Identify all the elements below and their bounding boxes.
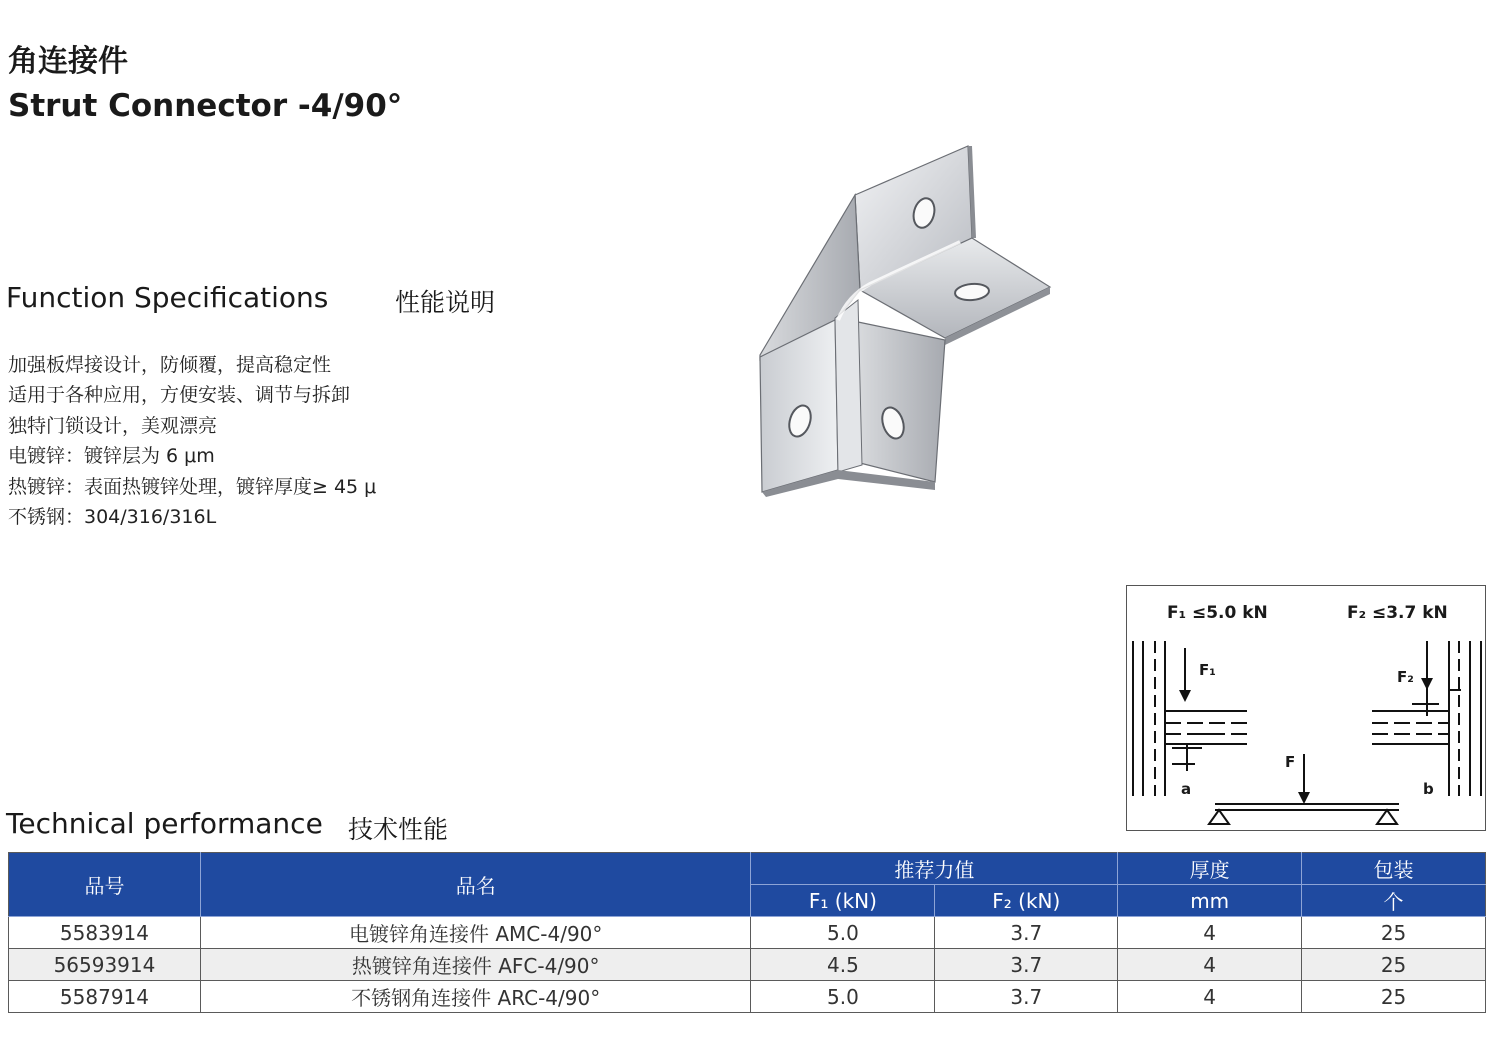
cell-f1: 4.5 <box>751 949 935 981</box>
f2-limit-label: F₂ ≤3.7 kN <box>1347 603 1448 623</box>
load-diagram <box>1126 585 1486 831</box>
feature-list <box>8 350 376 532</box>
header-load: 推荐力值 <box>751 853 1118 885</box>
feature-item: 热镀锌：表面热镀锌处理，镀锌厚度≥ 45 μ <box>8 475 377 498</box>
function-heading-cn: 性能说明 <box>395 288 496 317</box>
cell-name: 不锈钢角连接件 ARC-4/90° <box>200 981 751 1013</box>
cell-pack: 25 <box>1302 981 1486 1013</box>
cell-thickness: 4 <box>1118 981 1302 1013</box>
header-thickness: 厚度 <box>1118 853 1302 885</box>
f1-arrow-label: F₁ <box>1199 661 1216 679</box>
header-pack: 包装 <box>1302 853 1486 885</box>
cell-name: 电镀锌角连接件 AMC-4/90° <box>200 917 751 949</box>
cell-f1: 5.0 <box>751 981 935 1013</box>
header-name: 品名 <box>200 853 751 917</box>
header-pack-unit: 个 <box>1302 885 1486 917</box>
header-thickness-unit: mm <box>1118 885 1302 917</box>
page-title-en: Strut Connector -4/90° <box>8 88 403 124</box>
cell-code: 5587914 <box>9 981 201 1013</box>
feature-item: 适用于各种应用，方便安装、调节与拆卸 <box>8 384 351 407</box>
cell-pack: 25 <box>1302 949 1486 981</box>
cell-thickness: 4 <box>1118 917 1302 949</box>
product-image <box>740 135 1070 510</box>
cell-f2: 3.7 <box>935 949 1118 981</box>
feature-item: 电镀锌：镀锌层为 6 μm <box>8 445 215 468</box>
feature-item: 不锈钢：304/316/316L <box>8 506 217 529</box>
technical-heading-en: Technical performance <box>6 807 323 840</box>
cell-f1: 5.0 <box>751 917 935 949</box>
header-f1: F₁ (kN) <box>751 885 935 917</box>
spec-table <box>8 852 1486 1013</box>
f1-limit-label: F₁ ≤5.0 kN <box>1167 603 1268 623</box>
case-a-label: a <box>1181 780 1192 798</box>
cell-code: 5583914 <box>9 917 201 949</box>
page-title-cn: 角连接件 <box>8 44 128 79</box>
technical-heading-cn: 技术性能 <box>348 815 449 844</box>
header-code: 品号 <box>9 853 201 917</box>
case-b-label: b <box>1423 780 1434 798</box>
cell-f2: 3.7 <box>935 981 1118 1013</box>
table-row <box>9 981 1486 1013</box>
header-f2: F₂ (kN) <box>935 885 1118 917</box>
feature-item: 加强板焊接设计，防倾覆，提高稳定性 <box>8 354 332 376</box>
cell-code: 56593914 <box>9 949 201 981</box>
table-row <box>9 949 1486 981</box>
feature-item: 独特门锁设计，美观漂亮 <box>8 414 218 437</box>
cell-thickness: 4 <box>1118 949 1302 981</box>
cell-name: 热镀锌角连接件 AFC-4/90° <box>200 949 751 981</box>
function-heading-en: Function Specifications <box>6 281 329 314</box>
table-row <box>9 917 1486 949</box>
f-arrow-label: F <box>1285 753 1296 771</box>
f2-arrow-label: F₂ <box>1397 668 1414 686</box>
cell-pack: 25 <box>1302 917 1486 949</box>
cell-f2: 3.7 <box>935 917 1118 949</box>
